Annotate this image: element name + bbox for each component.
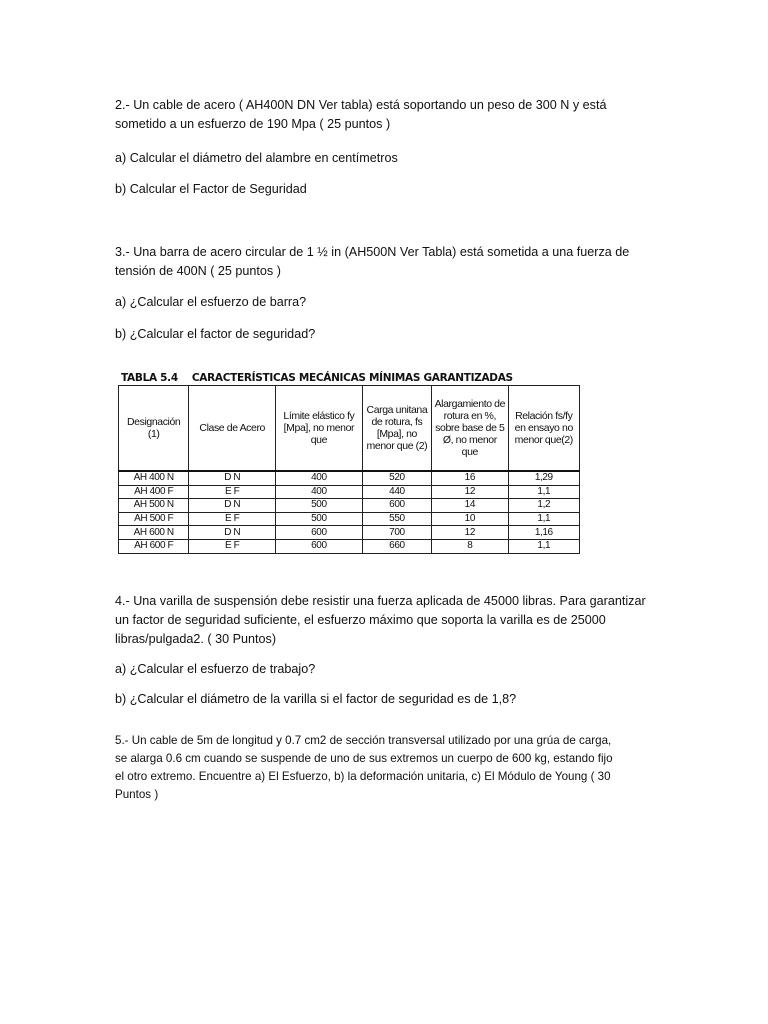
cell: 1,1 [508, 539, 579, 553]
question-2-part-b: b) Calcular el Factor de Seguridad [115, 182, 307, 196]
cell: AH 400 N [119, 471, 189, 485]
cell: 550 [362, 512, 431, 526]
question-3-line-1: 3.- Una barra de acero circular de 1 ½ in (AH500N Ver Tabla) está sometida a una fuerza de [115, 245, 630, 259]
question-3 [115, 243, 660, 281]
cell: 600 [276, 526, 363, 540]
question-5-line-4: Puntos ) [115, 788, 159, 801]
header-steel-class: Clase de Acero [189, 386, 276, 472]
cell: AH 600 F [119, 539, 189, 553]
header-yield-strength: Límite elástico fy [Mpa], no menor que [276, 386, 363, 472]
header-tensile-strength: Carga unitana de rotura, fs [Mpa], no menor que (2) [362, 386, 431, 472]
question-4-line-3: libras/pulgada2. ( 30 Puntos) [115, 632, 277, 646]
cell: 520 [362, 471, 431, 485]
cell: 8 [432, 539, 508, 553]
cell: E F [189, 512, 276, 526]
question-4-line-2: un factor de seguridad suficiente, el esfuerzo máximo que soporta la varilla es de 25000 [115, 613, 606, 627]
cell: D N [189, 499, 276, 513]
cell: E F [189, 485, 276, 499]
cell: D N [189, 471, 276, 485]
table-row [119, 499, 580, 513]
question-4-line-1: 4.- Una varilla de suspensión debe resistir una fuerza aplicada de 45000 libras. Para garantizar [115, 594, 646, 608]
cell: 16 [432, 471, 508, 485]
cell: 660 [362, 539, 431, 553]
header-designation: Designación (1) [119, 386, 189, 472]
question-2 [115, 96, 660, 134]
question-5-line-1: 5.- Un cable de 5m de longitud y 0.7 cm2 de sección transversal utilizado por una grúa de carga, [115, 734, 612, 747]
table-row [119, 539, 580, 553]
question-4 [115, 592, 660, 649]
cell: 400 [276, 485, 363, 499]
question-3-part-b: b) ¿Calcular el factor de seguridad? [115, 327, 316, 341]
question-2-line-2: sometido a un esfuerzo de 190 Mpa ( 25 puntos ) [115, 117, 391, 131]
cell: 440 [362, 485, 431, 499]
mechanical-properties-table [118, 372, 584, 554]
cell: 500 [276, 512, 363, 526]
cell: 12 [432, 526, 508, 540]
table-row [119, 526, 580, 540]
cell: 1,16 [508, 526, 579, 540]
cell: 12 [432, 485, 508, 499]
table-row [119, 471, 580, 485]
question-5 [115, 732, 660, 804]
cell: 600 [362, 499, 431, 513]
cell: 1,2 [508, 499, 579, 513]
question-4-part-a: a) ¿Calcular el esfuerzo de trabajo? [115, 662, 316, 676]
cell: D N [189, 526, 276, 540]
header-ratio: Relación fs/fy en ensayo no menor que(2) [508, 386, 579, 472]
question-5-line-2: se alarga 0.6 cm cuando se suspende de uno de sus extremos un cuerpo de 600 kg, estando fijo [115, 752, 613, 765]
question-2-part-a: a) Calcular el diámetro del alambre en centímetros [115, 151, 398, 165]
cell: 1,29 [508, 471, 579, 485]
properties-table [118, 385, 580, 554]
cell: 14 [432, 499, 508, 513]
header-elongation: Alargamiento de rotura en %, sobre base de 5 Ø, no menor que [432, 386, 508, 472]
cell: AH 600 N [119, 526, 189, 540]
cell: 10 [432, 512, 508, 526]
cell: AH 500 N [119, 499, 189, 513]
cell: 1,1 [508, 485, 579, 499]
cell: E F [189, 539, 276, 553]
table-header-row [119, 386, 580, 472]
table-title-text: CARACTERÍSTICAS MECÁNICAS MÍNIMAS GARANTIZADAS [191, 372, 513, 384]
table-title [121, 372, 584, 384]
cell: AH 400 F [119, 485, 189, 499]
question-5-line-3: el otro extremo. Encuentre a) El Esfuerzo, b) la deformación unitaria, c) El Módulo de Young ( 30 [115, 770, 611, 783]
cell: 600 [276, 539, 363, 553]
cell: 1,1 [508, 512, 579, 526]
question-4-part-b: b) ¿Calcular el diámetro de la varilla si el factor de seguridad es de 1,8? [115, 692, 517, 706]
cell: 700 [362, 526, 431, 540]
cell: 400 [276, 471, 363, 485]
table-title-number: TABLA 5.4 [121, 372, 178, 384]
question-2-line-1: 2.- Un cable de acero ( AH400N DN Ver tabla) está soportando un peso de 300 N y está [115, 98, 607, 112]
cell: 500 [276, 499, 363, 513]
table-row [119, 512, 580, 526]
table-row [119, 485, 580, 499]
question-3-part-a: a) ¿Calcular el esfuerzo de barra? [115, 295, 307, 309]
question-3-line-2: tensión de 400N ( 25 puntos ) [115, 264, 281, 278]
cell: AH 500 F [119, 512, 189, 526]
